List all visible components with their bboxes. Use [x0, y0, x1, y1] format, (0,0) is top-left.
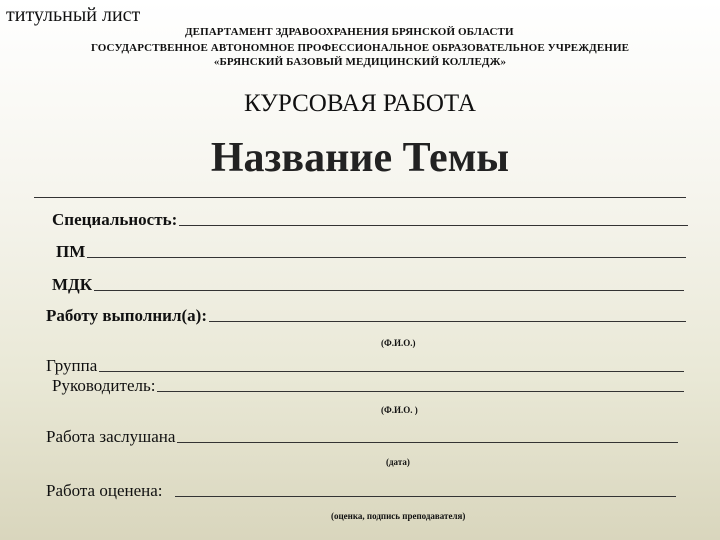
graded-blank: [175, 496, 676, 497]
group-field: [46, 356, 684, 376]
performed-by-field: [46, 306, 686, 326]
supervisor-hint: (Ф.И.О. ): [381, 405, 418, 415]
work-type-heading: КУРСОВАЯ РАБОТА: [244, 90, 476, 117]
group-label: Группа: [46, 356, 98, 375]
divider-line: [34, 197, 686, 198]
specialty-blank: [179, 225, 688, 226]
pm-blank: [87, 257, 686, 258]
department-name: ДЕПАРТАМЕНТ ЗДРАВООХРАНЕНИЯ БРЯНСКОЙ ОБЛАСТИ: [185, 26, 514, 38]
performed-by-hint: (Ф.И.О.): [381, 338, 416, 348]
pm-field: [56, 242, 686, 262]
college-name: «БРЯНСКИЙ БАЗОВЫЙ МЕДИЦИНСКИЙ КОЛЛЕДЖ»: [213, 56, 507, 68]
supervisor-blank: [157, 391, 684, 392]
supervisor-field: [52, 376, 684, 396]
slide-title: титульный лист: [6, 4, 141, 26]
graded-label: Работа оценена:: [46, 481, 163, 500]
institution-name: ГОСУДАРСТВЕННОЕ АВТОНОМНОЕ ПРОФЕССИОНАЛЬНОЕ ОБРАЗОВАТЕЛЬНОЕ УЧРЕЖДЕНИЕ: [90, 42, 630, 54]
performed-by-blank: [209, 321, 686, 322]
mdk-label: МДК: [52, 275, 93, 294]
heard-date-hint: (дата): [386, 457, 410, 467]
supervisor-label: Руководитель:: [52, 376, 156, 395]
graded-hint: (оценка, подпись преподавателя): [331, 511, 466, 521]
specialty-field: [52, 210, 688, 230]
performed-by-label: Работу выполнил(а):: [46, 306, 207, 325]
mdk-field: [52, 275, 684, 295]
group-blank: [99, 371, 684, 372]
topic-title: Название Темы: [210, 135, 510, 181]
pm-label: ПМ: [56, 242, 86, 261]
heard-blank: [177, 442, 678, 443]
heard-label: Работа заслушана: [46, 427, 176, 446]
mdk-blank: [94, 290, 684, 291]
specialty-label: Специальность:: [52, 210, 178, 229]
graded-field: [46, 481, 676, 501]
heard-field: [46, 427, 678, 447]
